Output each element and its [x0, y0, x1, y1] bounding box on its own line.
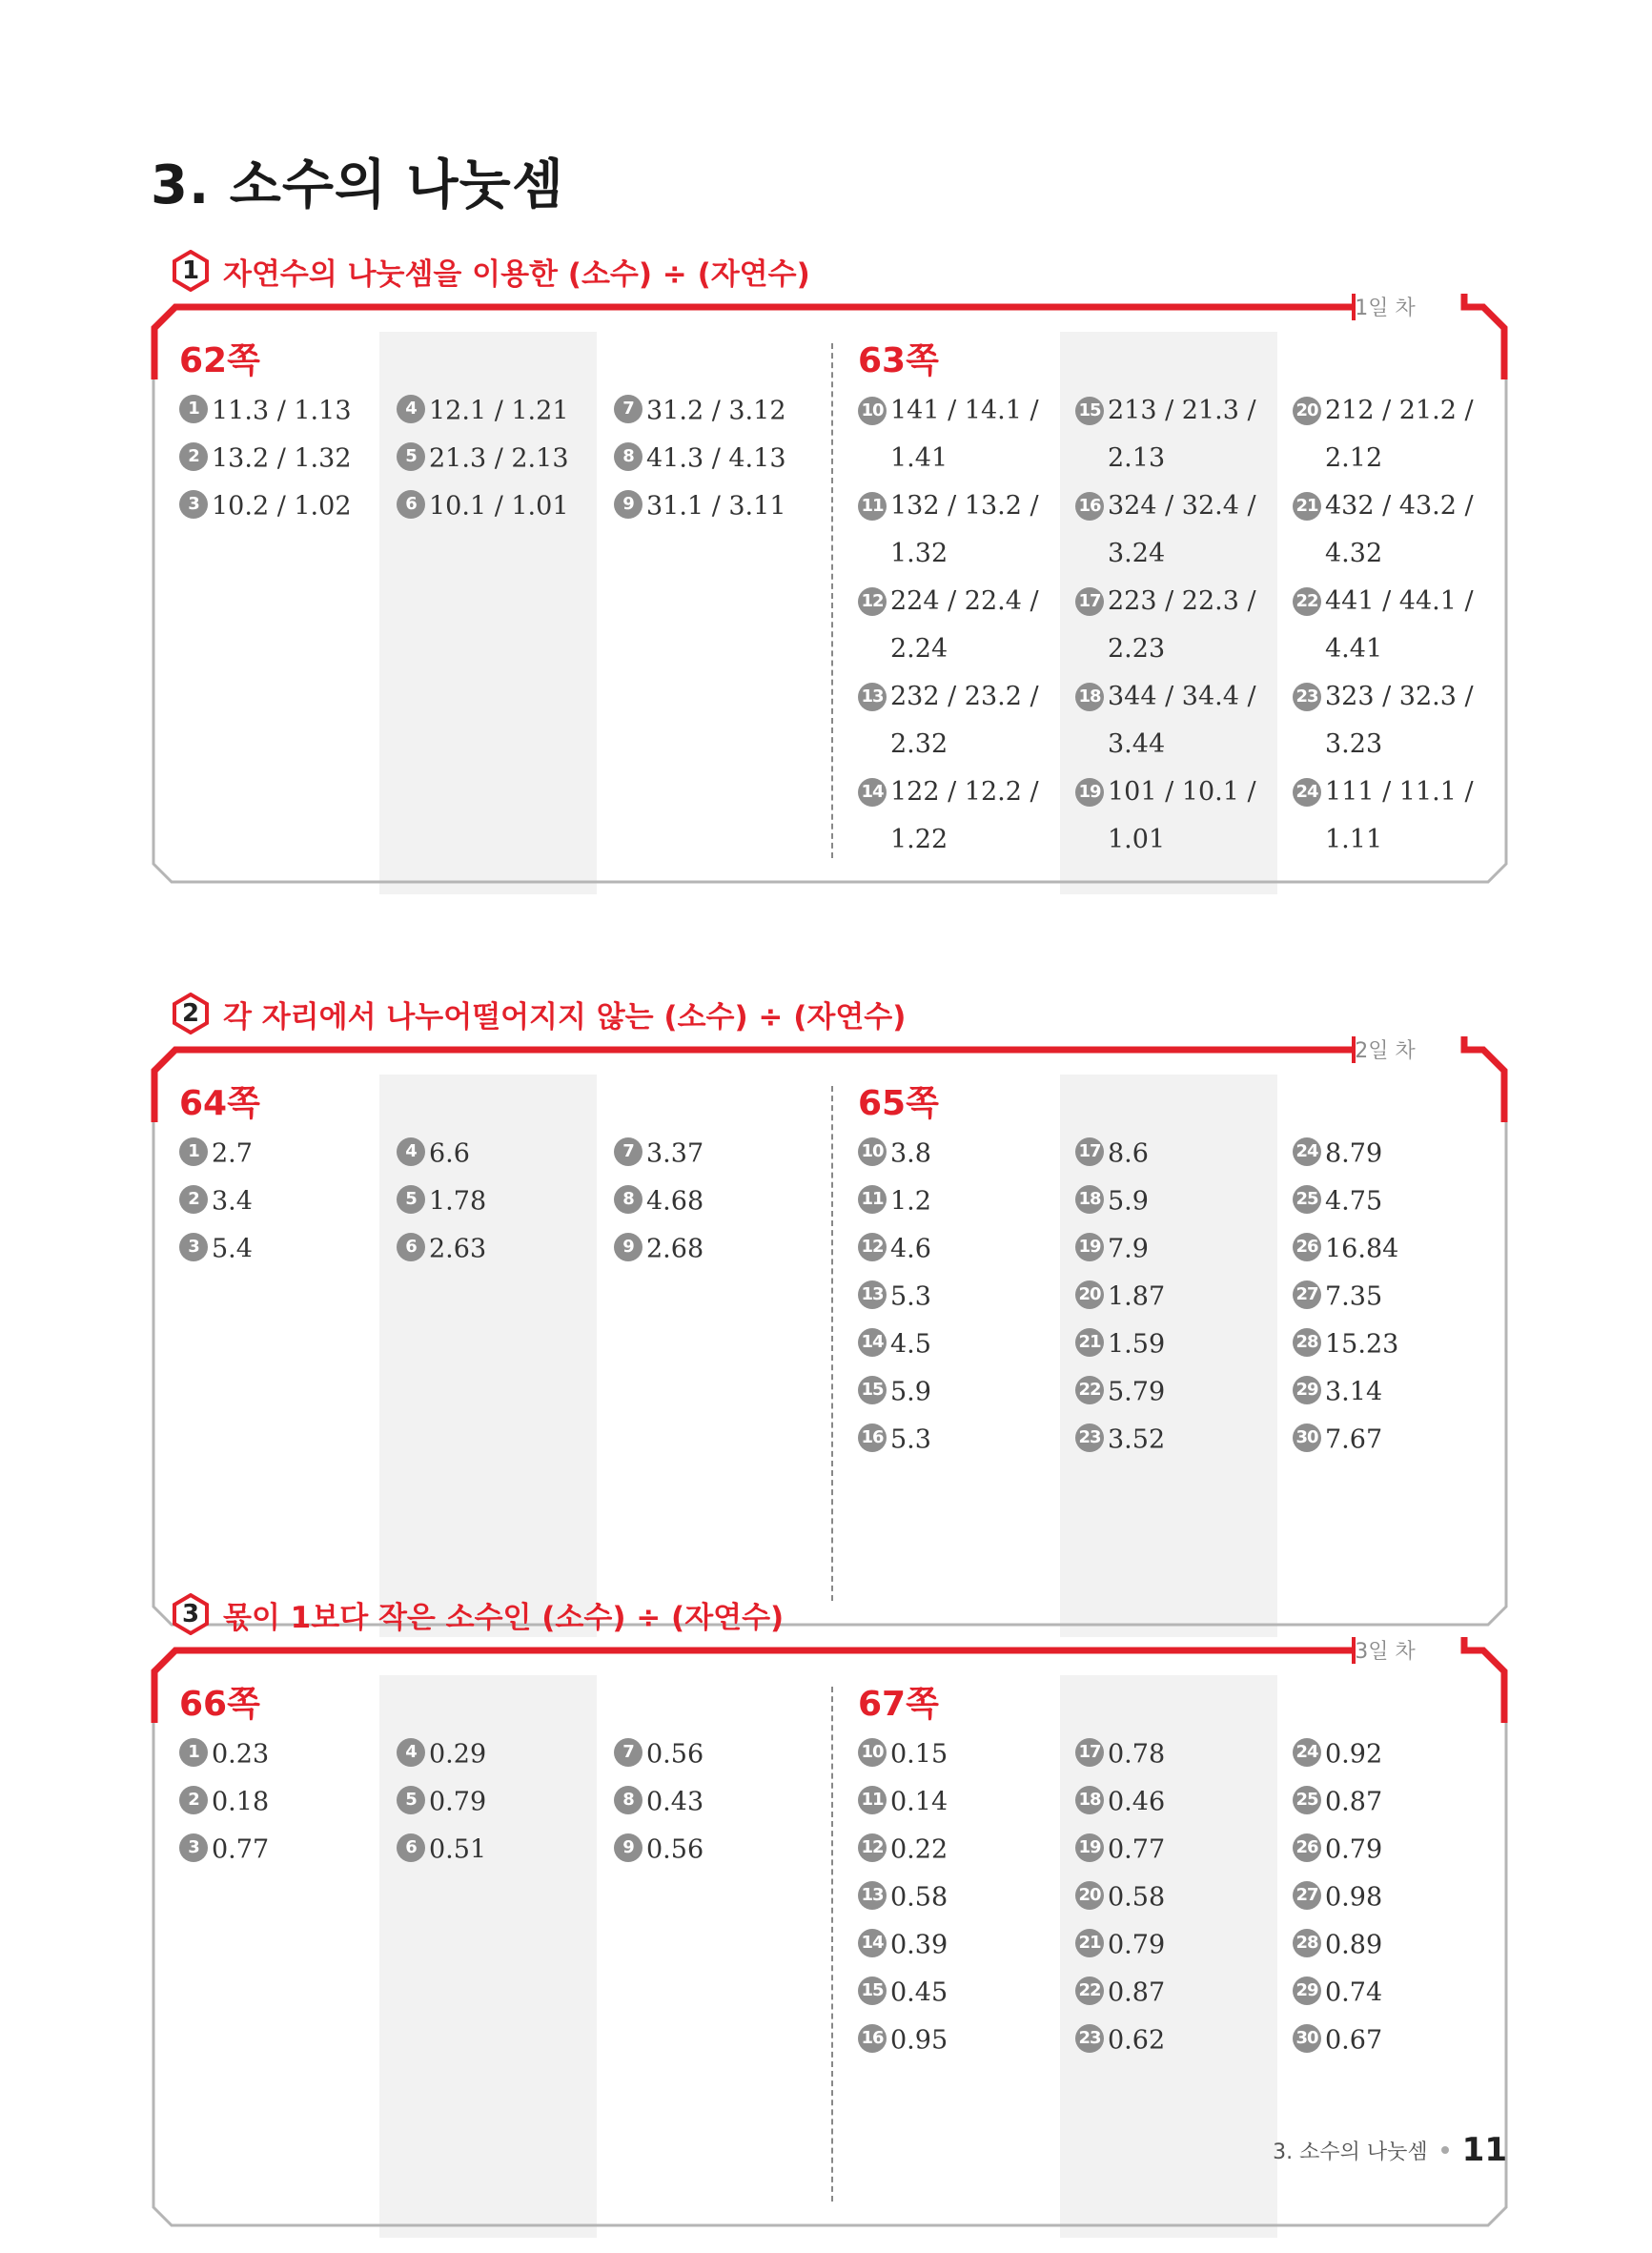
question-number-badge: 22	[1293, 587, 1321, 616]
answer-item	[1293, 482, 1478, 578]
question-number-badge: 17	[1075, 587, 1104, 616]
section-heading-2	[172, 989, 906, 1038]
answer-item	[1293, 673, 1478, 768]
answer-item	[614, 1778, 704, 1826]
answer-item	[1293, 1826, 1382, 1874]
answer-value: 8.6	[1108, 1138, 1149, 1169]
right-page-label: 65쪽	[858, 1084, 939, 1123]
answer-item	[1293, 578, 1478, 673]
question-number-badge: 14	[858, 778, 887, 807]
question-number-badge: 1	[179, 1738, 208, 1767]
page-divider	[831, 1086, 833, 1601]
answer-value: 7.67	[1325, 1424, 1383, 1455]
answer-item	[179, 1826, 269, 1874]
answer-column	[858, 387, 1043, 864]
question-number-badge: 2	[179, 1786, 208, 1814]
answer-value: 2.68	[646, 1234, 704, 1264]
answer-item	[1293, 387, 1478, 482]
answer-column	[1293, 1130, 1398, 1464]
answer-value: 5.4	[212, 1234, 253, 1264]
answer-item	[397, 1178, 486, 1225]
answer-item	[1293, 1273, 1398, 1321]
answer-item	[1075, 1178, 1165, 1225]
question-number-badge: 10	[858, 1738, 887, 1767]
answer-column	[858, 1731, 948, 2064]
question-number-badge: 15	[858, 1376, 887, 1404]
answer-value: 1.78	[429, 1186, 487, 1217]
question-number-badge: 10	[858, 1137, 887, 1166]
answer-item	[614, 387, 786, 435]
section-number-badge: 2	[172, 993, 210, 1034]
question-number-badge: 4	[397, 1738, 425, 1767]
answer-value: 0.87	[1108, 1977, 1166, 2008]
answer-item	[179, 482, 352, 530]
answer-item	[397, 387, 569, 435]
question-number-badge: 15	[1075, 397, 1104, 425]
answer-value: 5.79	[1108, 1377, 1166, 1407]
answer-item	[1075, 578, 1260, 673]
answer-value: 224 / 22.4 / 2.24	[890, 586, 1039, 664]
question-number-badge: 21	[1293, 492, 1321, 521]
answer-column	[614, 387, 786, 530]
answer-value: 5.3	[890, 1281, 931, 1312]
question-number-badge: 12	[858, 587, 887, 616]
answer-item	[1293, 1874, 1382, 1921]
question-number-badge: 12	[858, 1233, 887, 1261]
answer-item	[1075, 1130, 1165, 1178]
footer-chapter: 3. 소수의 나눗셈	[1273, 2140, 1428, 2164]
answer-item	[179, 435, 352, 482]
question-number-badge: 5	[397, 1185, 425, 1214]
question-number-badge: 27	[1293, 1280, 1321, 1309]
answer-value: 441 / 44.1 / 4.41	[1325, 586, 1474, 664]
answer-item	[858, 1273, 931, 1321]
answer-value: 10.2 / 1.02	[212, 491, 352, 522]
answer-value: 0.67	[1325, 2025, 1383, 2056]
answer-column	[1293, 387, 1478, 864]
question-number-badge: 19	[1075, 1833, 1104, 1862]
answer-column	[397, 387, 569, 530]
answer-value: 10.1 / 1.01	[429, 491, 569, 522]
answer-value: 0.29	[429, 1739, 487, 1770]
answer-item	[614, 1130, 704, 1178]
section-heading-3	[172, 1589, 784, 1639]
section-heading-text: 자연수의 나눗셈을 이용한 (소수) ÷ (자연수)	[223, 256, 810, 292]
answer-item	[1075, 1225, 1165, 1273]
question-number-badge: 12	[858, 1833, 887, 1862]
question-number-badge: 3	[179, 490, 208, 519]
answer-value: 213 / 21.3 / 2.13	[1108, 396, 1256, 473]
answer-value: 7.35	[1325, 1281, 1383, 1312]
answer-value: 0.46	[1108, 1787, 1166, 1817]
answer-item	[858, 1368, 931, 1416]
question-number-badge: 30	[1293, 1423, 1321, 1452]
question-number-badge: 4	[397, 1137, 425, 1166]
answer-item	[858, 1130, 931, 1178]
answer-value: 0.39	[890, 1930, 948, 1960]
question-number-badge: 21	[1075, 1328, 1104, 1357]
question-number-badge: 19	[1075, 778, 1104, 807]
day-label: 3일 차	[1355, 1640, 1416, 1664]
question-number-badge: 11	[858, 1185, 887, 1214]
answer-value: 31.2 / 3.12	[646, 396, 786, 426]
question-number-badge: 8	[614, 1185, 642, 1214]
question-number-badge: 10	[858, 397, 887, 425]
answer-value: 101 / 10.1 / 1.01	[1108, 777, 1256, 854]
answer-value: 0.95	[890, 2025, 948, 2056]
answer-value: 344 / 34.4 / 3.44	[1108, 682, 1256, 759]
answer-item	[1293, 1178, 1398, 1225]
question-number-badge: 8	[614, 1786, 642, 1814]
question-number-badge: 28	[1293, 1328, 1321, 1357]
answer-value: 21.3 / 2.13	[429, 443, 569, 474]
question-number-badge: 26	[1293, 1833, 1321, 1862]
answer-item	[1075, 673, 1260, 768]
answer-value: 2.63	[429, 1234, 487, 1264]
answer-item	[858, 578, 1043, 673]
question-number-badge: 24	[1293, 1137, 1321, 1166]
question-number-badge: 13	[858, 683, 887, 711]
question-number-badge: 17	[1075, 1137, 1104, 1166]
answer-item	[858, 1731, 948, 1778]
question-number-badge: 3	[179, 1833, 208, 1862]
answer-item	[858, 1416, 931, 1464]
answer-value: 0.56	[646, 1739, 704, 1770]
answer-box-1	[151, 294, 1509, 896]
answer-item	[1075, 1826, 1165, 1874]
answer-column	[397, 1130, 486, 1273]
answer-value: 111 / 11.1 / 1.11	[1325, 777, 1474, 854]
day-label: 2일 차	[1355, 1039, 1416, 1063]
question-number-badge: 6	[397, 1833, 425, 1862]
question-number-badge: 22	[1075, 1376, 1104, 1404]
section-heading-1	[172, 246, 810, 296]
answer-item	[1075, 482, 1260, 578]
answer-item	[614, 1225, 704, 1273]
question-number-badge: 22	[1075, 1976, 1104, 2005]
answer-item	[1293, 1416, 1398, 1464]
answer-value: 323 / 32.3 / 3.23	[1325, 682, 1474, 759]
answer-item	[858, 1826, 948, 1874]
left-page-label: 66쪽	[179, 1685, 260, 1724]
question-number-badge: 4	[397, 395, 425, 423]
footer-dot	[1441, 2146, 1449, 2154]
answer-box-2	[151, 1036, 1509, 1639]
answer-value: 0.98	[1325, 1882, 1383, 1913]
answer-item	[1075, 1368, 1165, 1416]
answer-item	[1293, 1778, 1382, 1826]
answer-value: 0.18	[212, 1787, 270, 1817]
question-number-badge: 28	[1293, 1929, 1321, 1957]
page-divider	[831, 1687, 833, 2202]
answer-column	[858, 1130, 931, 1464]
question-number-badge: 1	[179, 395, 208, 423]
answer-value: 0.77	[1108, 1834, 1166, 1865]
answer-item	[1075, 1921, 1165, 1969]
answer-item	[614, 1826, 704, 1874]
answer-column	[179, 1130, 253, 1273]
answer-value: 12.1 / 1.21	[429, 396, 569, 426]
question-number-badge: 6	[397, 1233, 425, 1261]
question-number-badge: 27	[1293, 1881, 1321, 1910]
day-label: 1일 차	[1355, 297, 1416, 320]
answer-item	[858, 1969, 948, 2017]
answer-item	[858, 1321, 931, 1368]
answer-item	[397, 1130, 486, 1178]
answer-item	[858, 1778, 948, 1826]
question-number-badge: 20	[1075, 1881, 1104, 1910]
answer-value: 3.37	[646, 1138, 704, 1169]
answer-item	[858, 2017, 948, 2064]
question-number-badge: 21	[1075, 1929, 1104, 1957]
answer-value: 0.22	[890, 1834, 948, 1865]
answer-value: 13.2 / 1.32	[212, 443, 352, 474]
answer-value: 0.79	[1108, 1930, 1166, 1960]
question-number-badge: 29	[1293, 1376, 1321, 1404]
answer-value: 0.87	[1325, 1787, 1383, 1817]
question-number-badge: 29	[1293, 1976, 1321, 2005]
question-number-badge: 26	[1293, 1233, 1321, 1261]
answer-value: 0.78	[1108, 1739, 1166, 1770]
section-number-badge: 3	[172, 1593, 210, 1635]
section-heading-text: 몫이 1보다 작은 소수인 (소수) ÷ (자연수)	[223, 1600, 785, 1635]
answer-item	[1293, 768, 1478, 864]
section-number-badge: 1	[172, 250, 210, 292]
answer-value: 324 / 32.4 / 3.24	[1108, 491, 1256, 568]
answer-value: 5.3	[890, 1424, 931, 1455]
answer-value: 0.92	[1325, 1739, 1383, 1770]
left-page-label: 64쪽	[179, 1084, 260, 1123]
answer-value: 0.56	[646, 1834, 704, 1865]
answer-item	[1075, 768, 1260, 864]
answer-column	[1075, 1731, 1165, 2064]
answer-item	[1293, 1130, 1398, 1178]
question-number-badge: 30	[1293, 2024, 1321, 2053]
answer-value: 0.77	[212, 1834, 270, 1865]
answer-column	[614, 1731, 704, 1874]
answer-value: 5.9	[1108, 1186, 1149, 1217]
answer-value: 7.9	[1108, 1234, 1149, 1264]
question-number-badge: 11	[858, 492, 887, 521]
question-number-badge: 20	[1075, 1280, 1104, 1309]
question-number-badge: 18	[1075, 683, 1104, 711]
answer-value: 122 / 12.2 / 1.22	[890, 777, 1039, 854]
answer-item	[858, 1225, 931, 1273]
question-number-badge: 19	[1075, 1233, 1104, 1261]
answer-value: 212 / 21.2 / 2.12	[1325, 396, 1474, 473]
answer-value: 432 / 43.2 / 4.32	[1325, 491, 1474, 568]
answer-item	[1075, 2017, 1165, 2064]
question-number-badge: 15	[858, 1976, 887, 2005]
answer-value: 0.79	[1325, 1834, 1383, 1865]
question-number-badge: 5	[397, 442, 425, 471]
answer-column	[614, 1130, 704, 1273]
question-number-badge: 23	[1293, 683, 1321, 711]
answer-item	[397, 482, 569, 530]
question-number-badge: 9	[614, 490, 642, 519]
answer-column	[179, 387, 352, 530]
answer-item	[1293, 1368, 1398, 1416]
answer-item	[1075, 387, 1260, 482]
answer-column	[1293, 1731, 1382, 2064]
answer-item	[1075, 1416, 1165, 1464]
question-number-badge: 17	[1075, 1738, 1104, 1767]
answer-value: 0.62	[1108, 2025, 1166, 2056]
answer-item	[1293, 1731, 1382, 1778]
section-heading-text: 각 자리에서 나누어떨어지지 않는 (소수) ÷ (자연수)	[223, 999, 907, 1034]
answer-value: 2.7	[212, 1138, 253, 1169]
answer-value: 4.6	[890, 1234, 931, 1264]
question-number-badge: 2	[179, 1185, 208, 1214]
answer-item	[397, 1826, 486, 1874]
answer-value: 0.74	[1325, 1977, 1383, 2008]
question-number-badge: 24	[1293, 1738, 1321, 1767]
answer-value: 3.52	[1108, 1424, 1166, 1455]
answer-item	[179, 1225, 253, 1273]
answer-item	[858, 673, 1043, 768]
answer-value: 31.1 / 3.11	[646, 491, 786, 522]
question-number-badge: 24	[1293, 778, 1321, 807]
question-number-badge: 16	[858, 2024, 887, 2053]
chapter-title: 3. 소수의 나눗셈	[151, 154, 564, 216]
question-number-badge: 6	[397, 490, 425, 519]
question-number-badge: 1	[179, 1137, 208, 1166]
answer-item	[179, 1778, 269, 1826]
question-number-badge: 23	[1075, 1423, 1104, 1452]
answer-item	[179, 1178, 253, 1225]
question-number-badge: 18	[1075, 1185, 1104, 1214]
answer-item	[179, 387, 352, 435]
question-number-badge: 5	[397, 1786, 425, 1814]
answer-item	[1293, 1321, 1398, 1368]
page-footer	[1273, 2131, 1507, 2169]
answer-item	[858, 1178, 931, 1225]
answer-value: 3.14	[1325, 1377, 1383, 1407]
answer-column	[179, 1731, 269, 1874]
answer-item	[858, 1921, 948, 1969]
answer-value: 0.58	[890, 1882, 948, 1913]
answer-value: 4.5	[890, 1329, 931, 1360]
question-number-badge: 25	[1293, 1786, 1321, 1814]
question-number-badge: 16	[858, 1423, 887, 1452]
answer-item	[614, 482, 786, 530]
page-number: 11	[1461, 2131, 1507, 2169]
question-number-badge: 2	[179, 442, 208, 471]
question-number-badge: 7	[614, 395, 642, 423]
answer-value: 41.3 / 4.13	[646, 443, 786, 474]
answer-item	[397, 1778, 486, 1826]
question-number-badge: 25	[1293, 1185, 1321, 1214]
answer-value: 0.89	[1325, 1930, 1383, 1960]
answer-item	[858, 1874, 948, 1921]
answer-item	[397, 1225, 486, 1273]
answer-value: 0.45	[890, 1977, 948, 2008]
answer-column	[397, 1731, 486, 1874]
question-number-badge: 20	[1293, 397, 1321, 425]
answer-value: 0.58	[1108, 1882, 1166, 1913]
answer-value: 0.51	[429, 1834, 487, 1865]
question-number-badge: 7	[614, 1137, 642, 1166]
answer-item	[858, 387, 1043, 482]
answer-value: 5.9	[890, 1377, 931, 1407]
right-page-label: 63쪽	[858, 341, 939, 380]
answer-value: 3.8	[890, 1138, 931, 1169]
answer-value: 132 / 13.2 / 1.32	[890, 491, 1039, 568]
question-number-badge: 16	[1075, 492, 1104, 521]
answer-value: 4.75	[1325, 1186, 1383, 1217]
answer-item	[1075, 1778, 1165, 1826]
question-number-badge: 23	[1075, 2024, 1104, 2053]
answer-value: 0.15	[890, 1739, 948, 1770]
question-number-badge: 13	[858, 1280, 887, 1309]
answer-value: 1.59	[1108, 1329, 1166, 1360]
question-number-badge: 18	[1075, 1786, 1104, 1814]
answer-value: 0.43	[646, 1787, 704, 1817]
answer-item	[1075, 1731, 1165, 1778]
question-number-badge: 9	[614, 1233, 642, 1261]
answer-item	[397, 435, 569, 482]
answer-item	[1075, 1321, 1165, 1368]
answer-item	[179, 1130, 253, 1178]
answer-item	[1075, 1969, 1165, 2017]
question-number-badge: 11	[858, 1786, 887, 1814]
answer-item	[1293, 2017, 1382, 2064]
question-number-badge: 3	[179, 1233, 208, 1261]
answer-item	[858, 482, 1043, 578]
answer-column	[1075, 1130, 1165, 1464]
answer-item	[397, 1731, 486, 1778]
answer-value: 4.68	[646, 1186, 704, 1217]
question-number-badge: 9	[614, 1833, 642, 1862]
answer-item	[614, 1731, 704, 1778]
answer-item	[179, 1731, 269, 1778]
answer-value: 8.79	[1325, 1138, 1383, 1169]
answer-value: 6.6	[429, 1138, 470, 1169]
answer-item	[1293, 1921, 1382, 1969]
answer-item	[614, 1178, 704, 1225]
question-number-badge: 8	[614, 442, 642, 471]
answer-value: 0.23	[212, 1739, 270, 1770]
question-number-badge: 13	[858, 1881, 887, 1910]
answer-item	[1075, 1874, 1165, 1921]
answer-item	[1293, 1969, 1382, 2017]
question-number-badge: 14	[858, 1929, 887, 1957]
answer-value: 3.4	[212, 1186, 253, 1217]
page-divider	[831, 343, 833, 858]
answer-value: 11.3 / 1.13	[212, 396, 352, 426]
answer-value: 16.84	[1325, 1234, 1399, 1264]
question-number-badge: 7	[614, 1738, 642, 1767]
left-page-label: 62쪽	[179, 341, 260, 380]
answer-item	[1293, 1225, 1398, 1273]
answer-value: 232 / 23.2 / 2.32	[890, 682, 1039, 759]
question-number-badge: 14	[858, 1328, 887, 1357]
right-page-label: 67쪽	[858, 1685, 939, 1724]
answer-value: 1.2	[890, 1186, 931, 1217]
answer-value: 15.23	[1325, 1329, 1399, 1360]
answer-column	[1075, 387, 1260, 864]
answer-value: 0.14	[890, 1787, 948, 1817]
answer-value: 141 / 14.1 / 1.41	[890, 396, 1039, 473]
answer-value: 223 / 22.3 / 2.23	[1108, 586, 1256, 664]
answer-value: 1.87	[1108, 1281, 1166, 1312]
answer-value: 0.79	[429, 1787, 487, 1817]
answer-item	[614, 435, 786, 482]
answer-item	[858, 768, 1043, 864]
answer-item	[1075, 1273, 1165, 1321]
